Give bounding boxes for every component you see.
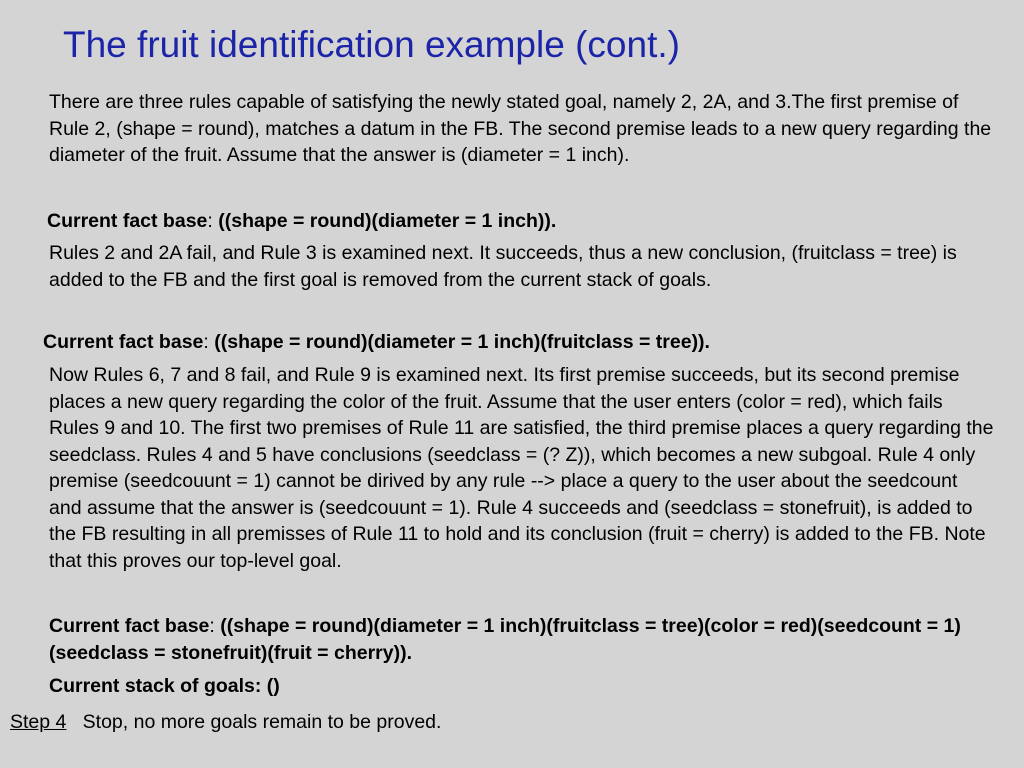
fact-base-label: Current fact base	[49, 615, 210, 637]
fact-base-value: ((shape = round)(diameter = 1 inch)).	[218, 210, 557, 232]
fact-base-value: ((shape = round)(diameter = 1 inch)(fruitclass = tree)).	[214, 331, 710, 353]
fact-base-1	[47, 208, 987, 235]
step-4-label: Step 4	[10, 711, 67, 733]
fact-base-3	[49, 613, 994, 666]
fact-base-label: Current fact base	[43, 331, 204, 353]
paragraph-rules-6-to-11: Now Rules 6, 7 and 8 fail, and Rule 9 is examined next. Its first premise succeeds, but its second premise places a new query regarding the color of the fruit. Assume that the user enters (color = red), which fails Rules 9 and 10. The first two premises of Rule 11 are satisfied, the third premise places a query regarding the seedclass. Rules 4 and 5 have conclusions (seedclass = (? Z)), which becomes a new subgoal. Rule 4 only premise (seedcouunt = 1) cannot be dirived by any rule --> place a query to the user about the seedcount and assume that the answer is (seedcouunt = 1). Rule 4 succeeds and (seedclass = stonefruit), is added to the FB resulting in all premisses of Rule 11 to hold and its conclusion (fruit = cherry) is added to the FB. Note that this proves our top-level goal.	[49, 364, 994, 572]
fact-base-separator: :	[209, 615, 221, 637]
fact-base-value: ((shape = round)(diameter = 1 inch)(fruitclass = tree)(color = red)(seedcount = 1)(seedclass = stonefruit)(fruit = cherry)).	[49, 615, 961, 664]
step-gap	[66, 711, 82, 733]
current-stack-of-goals: Current stack of goals: ()	[49, 675, 280, 697]
fact-base-separator: :	[203, 331, 215, 353]
slide-title: The fruit identification example (cont.)	[63, 24, 680, 65]
paragraph-rules-2-2a-3: There are three rules capable of satisfying the newly stated goal, namely 2, 2A, and 3.The first premise of Rule 2, (shape = round), matches a datum in the FB. The second premise leads to a new query regarding the diameter of the fruit. Assume that the answer is (diameter = 1 inch).	[49, 91, 992, 166]
step-4-line	[10, 709, 990, 736]
fact-base-label: Current fact base	[47, 210, 208, 232]
fact-base-separator: :	[207, 210, 219, 232]
fact-base-2	[43, 329, 993, 356]
paragraph-rule-3-succeeds: Rules 2 and 2A fail, and Rule 3 is examined next. It succeeds, thus a new conclusion, (fruitclass = tree) is added to the FB and the first goal is removed from the current stack of goals.	[49, 242, 957, 291]
step-4-text: Stop, no more goals remain to be proved.	[82, 711, 442, 733]
